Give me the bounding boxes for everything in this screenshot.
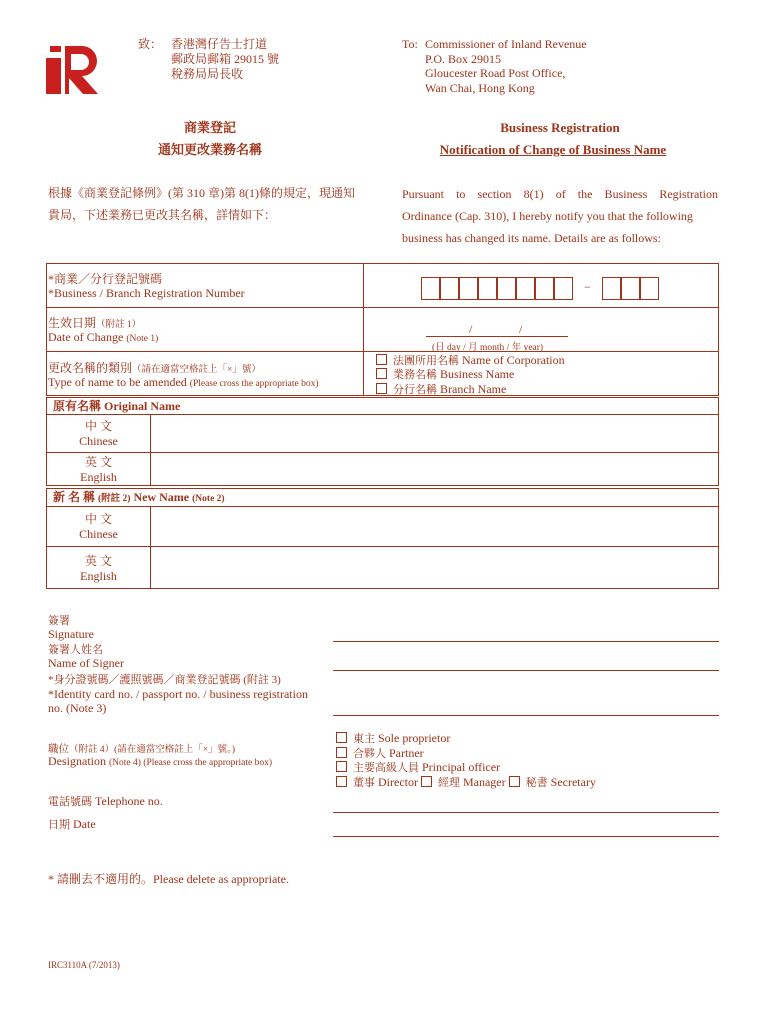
original-english-label-zh: 英 文 <box>84 455 112 469</box>
designation-label-zh: 職位 <box>48 744 69 755</box>
to-zh-label: 致： <box>138 37 163 51</box>
partner-zh: 合夥人 <box>353 748 386 760</box>
signer-name-line[interactable] <box>333 670 719 671</box>
date-label-zh: 生效日期 <box>48 316 97 330</box>
new-name-zh-note: (附註 2) <box>98 494 131 504</box>
id-label-zh-row <box>48 673 281 687</box>
original-chinese-label-zh: 中 文 <box>84 419 112 433</box>
partner-en: Partner <box>389 746 424 760</box>
title-zh-line-1: 商業登記 <box>183 120 236 135</box>
director-zh: 董事 <box>353 777 375 789</box>
id-label-en-line-2: no. (Note 3) <box>48 701 107 715</box>
new-name-en: New Name <box>133 490 190 504</box>
principal-officer-en: Principal officer <box>422 760 501 774</box>
telephone-label-zh: 電話號碼 <box>48 796 92 808</box>
original-chinese-name-input[interactable] <box>151 415 718 452</box>
sole-proprietor-zh: 東主 <box>353 733 375 745</box>
signer-name-label-zh: 簽署人姓名 <box>48 644 103 656</box>
director-en: Director <box>378 775 418 789</box>
new-name-zh: 新 名 稱 <box>53 490 96 504</box>
sign-date-label-zh: 日期 <box>48 819 70 831</box>
brn-label-en: *Business / Branch Registration Number <box>48 286 245 300</box>
original-chinese-label-en: Chinese <box>79 434 118 448</box>
manager-zh: 經理 <box>437 777 460 789</box>
original-name-en: Original Name <box>104 399 181 413</box>
sign-date-label-en: Date <box>73 817 96 831</box>
signature-label-zh: 簽署 <box>48 615 70 627</box>
id-number-line[interactable] <box>333 715 719 716</box>
title-zh-line-2: 通知更改業務名稱 <box>157 142 262 157</box>
original-name-zh: 原有名稱 <box>53 399 102 413</box>
date-format-hint: (日 day / 月 month / 年 year) <box>432 343 544 353</box>
address-en-line-2: P.O. Box 29015 <box>425 52 502 66</box>
principal-officer-zh: 主要高級人員 <box>353 762 419 774</box>
type-option-business-name[interactable] <box>376 367 514 383</box>
checkbox-director[interactable] <box>336 776 347 787</box>
type-option-business-zh: 業務名稱 <box>393 369 437 381</box>
type-option-corporation-zh: 法團所用名稱 <box>393 355 459 367</box>
title-en-line-2: Notification of Change of Business Name <box>439 142 667 157</box>
delete-note: * 請刪去不適用的。Please delete as appropriate. <box>48 872 289 886</box>
checkbox-partner[interactable] <box>336 747 347 758</box>
type-label-en-row <box>48 375 319 392</box>
designation-row-director-manager-secretary <box>336 775 596 791</box>
to-en-label: To: <box>402 37 418 51</box>
checkbox-principal-officer[interactable] <box>336 761 347 772</box>
new-chinese-label-zh: 中 文 <box>84 512 112 526</box>
ird-logo <box>44 44 104 96</box>
date-label-en: Date of Change <box>48 330 124 344</box>
designation-manager[interactable] <box>421 775 506 789</box>
intro-en-line-2: Ordinance (Cap. 310), I hereby notify you that the following <box>402 209 693 223</box>
designation-sole-proprietor[interactable] <box>336 731 450 747</box>
date-slash-1: / <box>469 322 473 336</box>
telephone-line[interactable] <box>333 812 719 813</box>
date-label-en-row <box>48 330 158 347</box>
sole-proprietor-en: Sole proprietor <box>378 731 451 745</box>
type-label-en-note: (Please cross the appropriate box) <box>189 379 319 389</box>
original-english-label-en: English <box>80 470 117 484</box>
address-en-line-1: Commissioner of Inland Revenue <box>425 37 587 51</box>
intro-zh-line-1: 根據《商業登記條例》(第 310 章)第 8(1)條的規定，現通知 <box>48 186 355 200</box>
checkbox-sole-proprietor[interactable] <box>336 732 347 743</box>
intro-en-line-1: Pursuant to section 8(1) of the Business Registration <box>402 187 718 201</box>
secretary-zh: 秘書 <box>525 777 548 789</box>
new-english-name-input[interactable] <box>151 547 718 588</box>
signer-name-label-en: Name of Signer <box>48 656 124 670</box>
type-label-en: Type of name to be amended <box>48 375 187 389</box>
id-label-zh: *身分證號碼／護照號碼／商業登記號碼 <box>48 674 241 686</box>
designation-principal-officer[interactable] <box>336 760 500 776</box>
date-label-en-note: (Note 1) <box>126 334 159 344</box>
new-english-label-zh: 英 文 <box>84 554 112 568</box>
original-name-header <box>53 399 180 414</box>
brn-label-zh: *商業／分行登記號碼 <box>48 272 163 286</box>
address-zh-line-3: 稅務局局長收 <box>171 67 244 81</box>
telephone-label-row <box>48 794 163 810</box>
designation-label-zh-note: （附註 4）(請在適當空格註上「×」號。) <box>69 745 236 755</box>
type-label-zh-note: （請在適當空格註上「×」號） <box>132 365 261 375</box>
intro-en-line-3: business has changed its name. Details are as follows: <box>402 231 661 245</box>
new-name-header <box>53 490 225 507</box>
address-zh-line-2: 郵政局郵箱 29015 號 <box>171 52 280 66</box>
new-chinese-name-input[interactable] <box>151 507 718 546</box>
designation-label-en: Designation <box>48 754 106 768</box>
signature-line[interactable] <box>333 641 719 642</box>
address-en-line-4: Wan Chai, Hong Kong <box>425 81 535 95</box>
telephone-label-en: Telephone no. <box>95 794 163 808</box>
date-label-zh-note: （附註 1） <box>96 320 142 330</box>
intro-zh-line-2: 貴局，下述業務已更改其名稱，詳情如下： <box>48 208 277 222</box>
type-option-branch-en: Branch Name <box>440 382 507 396</box>
designation-label-en-note: (Note 4) (Please cross the appropriate box) <box>109 758 273 768</box>
secretary-en: Secretary <box>550 775 596 789</box>
address-en-line-3: Gloucester Road Post Office, <box>425 66 566 80</box>
address-zh-line-1: 香港灣仔告士打道 <box>171 37 268 51</box>
checkbox-manager[interactable] <box>421 776 432 787</box>
signature-label-en: Signature <box>48 627 94 641</box>
manager-en: Manager <box>462 775 506 789</box>
new-chinese-label-en: Chinese <box>79 527 118 541</box>
new-english-label-en: English <box>80 569 117 583</box>
title-en-line-1: Business Registration <box>500 120 620 135</box>
type-option-business-en: Business Name <box>440 367 515 381</box>
checkbox-branch-name[interactable] <box>376 383 387 394</box>
type-option-corporation-en: Name of Corporation <box>462 353 565 367</box>
form-code: IRC3110A (7/2013) <box>48 960 120 970</box>
type-label-zh: 更改名稱的類別 <box>48 361 133 375</box>
designation-secretary[interactable] <box>509 775 596 789</box>
checkbox-corporation[interactable] <box>376 354 387 365</box>
checkbox-secretary[interactable] <box>509 776 520 787</box>
checkbox-business-name[interactable] <box>376 368 387 379</box>
type-option-branch-name[interactable] <box>376 382 506 398</box>
sign-date-line[interactable] <box>333 836 719 837</box>
id-label-zh-note: (附註 3) <box>243 674 281 686</box>
brn-dash: − <box>584 280 591 294</box>
designation-label-en-row <box>48 754 272 771</box>
sign-date-label-row <box>48 817 96 833</box>
original-english-name-input[interactable] <box>151 453 718 485</box>
date-slash-2: / <box>519 322 523 336</box>
id-label-en-line-1: *Identity card no. / passport no. / business registration <box>48 687 308 701</box>
new-name-en-note: (Note 2) <box>192 494 225 504</box>
designation-director[interactable] <box>336 775 418 789</box>
type-option-branch-zh: 分行名稱 <box>393 384 437 396</box>
